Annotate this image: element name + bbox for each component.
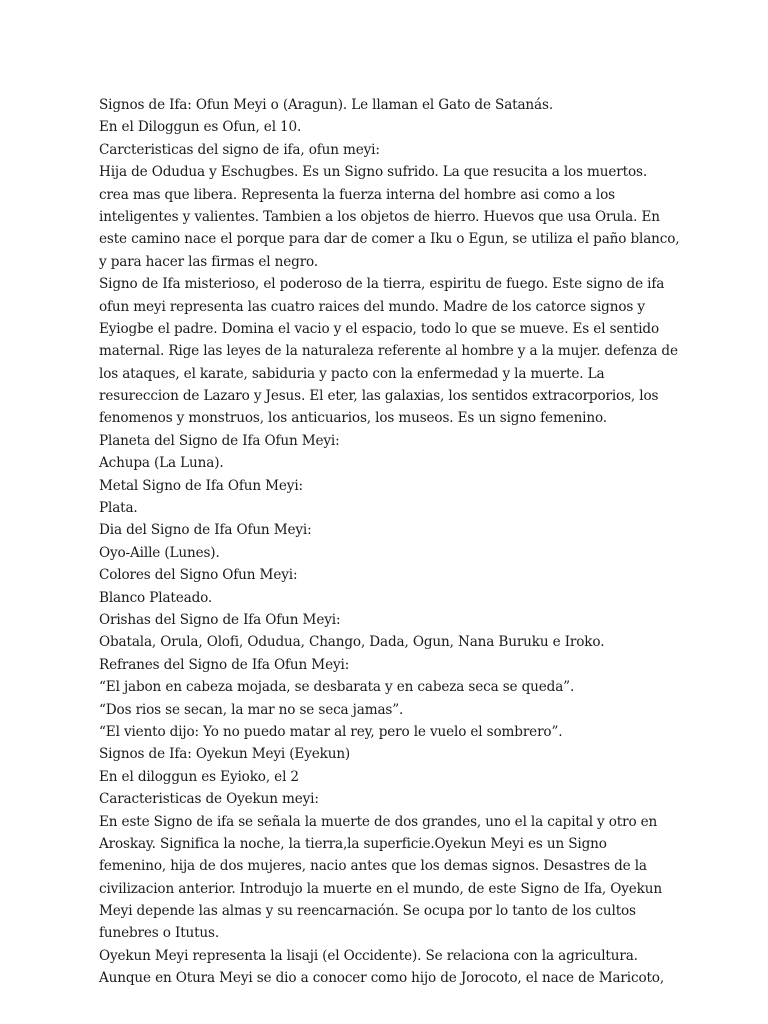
text-line: En el Diloggun es Ofun, el 10. [99, 119, 302, 136]
text-line: Aunque en Otura Meyi se dio a conocer como hijo de Jorocoto, el nace de Maricoto, [99, 970, 664, 987]
text-line: “El viento dijo: Yo no puedo matar al rey, pero le vuelo el sombrero”. [99, 723, 563, 740]
text-line: Oyo-Aille (Lunes). [99, 544, 220, 561]
text-line: En el diloggun es Eyioko, el 2 [99, 768, 299, 785]
text-line: Hija de Odudua y Eschugbes. Es un Signo sufrido. La que resucita a los muertos. [99, 164, 647, 181]
text-line: “Dos rios se secan, la mar no se seca jamas”. [99, 701, 404, 718]
text-line: Eyiogbe el padre. Domina el vacio y el espacio, todo lo que se mueve. Es el sentido [99, 320, 659, 337]
text-line: resureccion de Lazaro y Jesus. El eter, las galaxias, los sentidos extracorporios, los [99, 388, 659, 405]
text-line: Caracteristicas de Oyekun meyi: [99, 791, 319, 808]
text-line: Planeta del Signo de Ifa Ofun Meyi: [99, 432, 340, 449]
text-line: Blanco Plateado. [99, 589, 213, 606]
text-line: Achupa (La Luna). [99, 455, 224, 472]
text-line: Orishas del Signo de Ifa Ofun Meyi: [99, 611, 341, 628]
text-line: ofun meyi representa las cuatro raices del mundo. Madre de los catorce signos y [99, 298, 645, 315]
text-line: funebres o Itutus. [99, 925, 220, 942]
text-line: Signos de Ifa: Oyekun Meyi (Eyekun) [99, 746, 351, 763]
text-line: “El jabon en cabeza mojada, se desbarata y en cabeza seca se queda”. [99, 679, 575, 696]
text-line: crea mas que libera. Representa la fuerza interna del hombre asi como a los [99, 186, 615, 203]
text-line: y para hacer las firmas el negro. [99, 253, 319, 270]
text-line: este camino nace el porque para dar de comer a Iku o Egun, se utiliza el paño blanco, [99, 231, 680, 248]
text-line: Signo de Ifa misterioso, el poderoso de la tierra, espiritu de fuego. Este signo de ifa [99, 276, 665, 293]
text-line: Signos de Ifa: Ofun Meyi o (Aragun). Le llaman el Gato de Satanás. [99, 97, 553, 113]
text-line: Oyekun Meyi representa la lisaji (el Occidente). Se relaciona con la agricultura. [99, 947, 638, 964]
text-line: Colores del Signo Ofun Meyi: [99, 567, 298, 584]
text-line: Obatala, Orula, Olofi, Odudua, Chango, Dada, Ogun, Nana Buruku e Iroko. [99, 634, 605, 651]
text-line: Dia del Signo de Ifa Ofun Meyi: [99, 522, 312, 539]
text-line: Metal Signo de Ifa Ofun Meyi: [99, 477, 303, 494]
text-line: los ataques, el karate, sabiduria y pacto con la enfermedad y la muerte. La [99, 365, 605, 382]
text-line: Meyi depende las almas y su reencarnación. Se ocupa por lo tanto de los cultos [99, 903, 636, 920]
text-line: inteligentes y valientes. Tambien a los objetos de hierro. Huevos que usa Orula. En [99, 208, 660, 225]
text-line: En este Signo de ifa se señala la muerte de dos grandes, uno el la capital y otro en [99, 813, 658, 830]
text-line: femenino, hija de dos mujeres, nacio antes que los demas signos. Desastres de la [99, 858, 647, 875]
text-line: Plata. [99, 500, 138, 517]
text-line: Refranes del Signo de Ifa Ofun Meyi: [99, 656, 350, 673]
text-line: maternal. Rige las leyes de la naturaleza referente al hombre y a la mujer. defenza de [99, 343, 678, 360]
text-line: civilizacion anterior. Introdujo la muerte en el mundo, de este Signo de Ifa, Oyekun [99, 880, 662, 897]
text-line: Aroskay. Significa la noche, la tierra,la superficie.Oyekun Meyi es un Signo [99, 835, 607, 852]
text-line: fenomenos y monstruos, los anticuarios, los museos. Es un signo femenino. [99, 410, 607, 427]
document-body [99, 94, 679, 990]
text-line: Carcteristicas del signo de ifa, ofun meyi: [99, 141, 380, 158]
